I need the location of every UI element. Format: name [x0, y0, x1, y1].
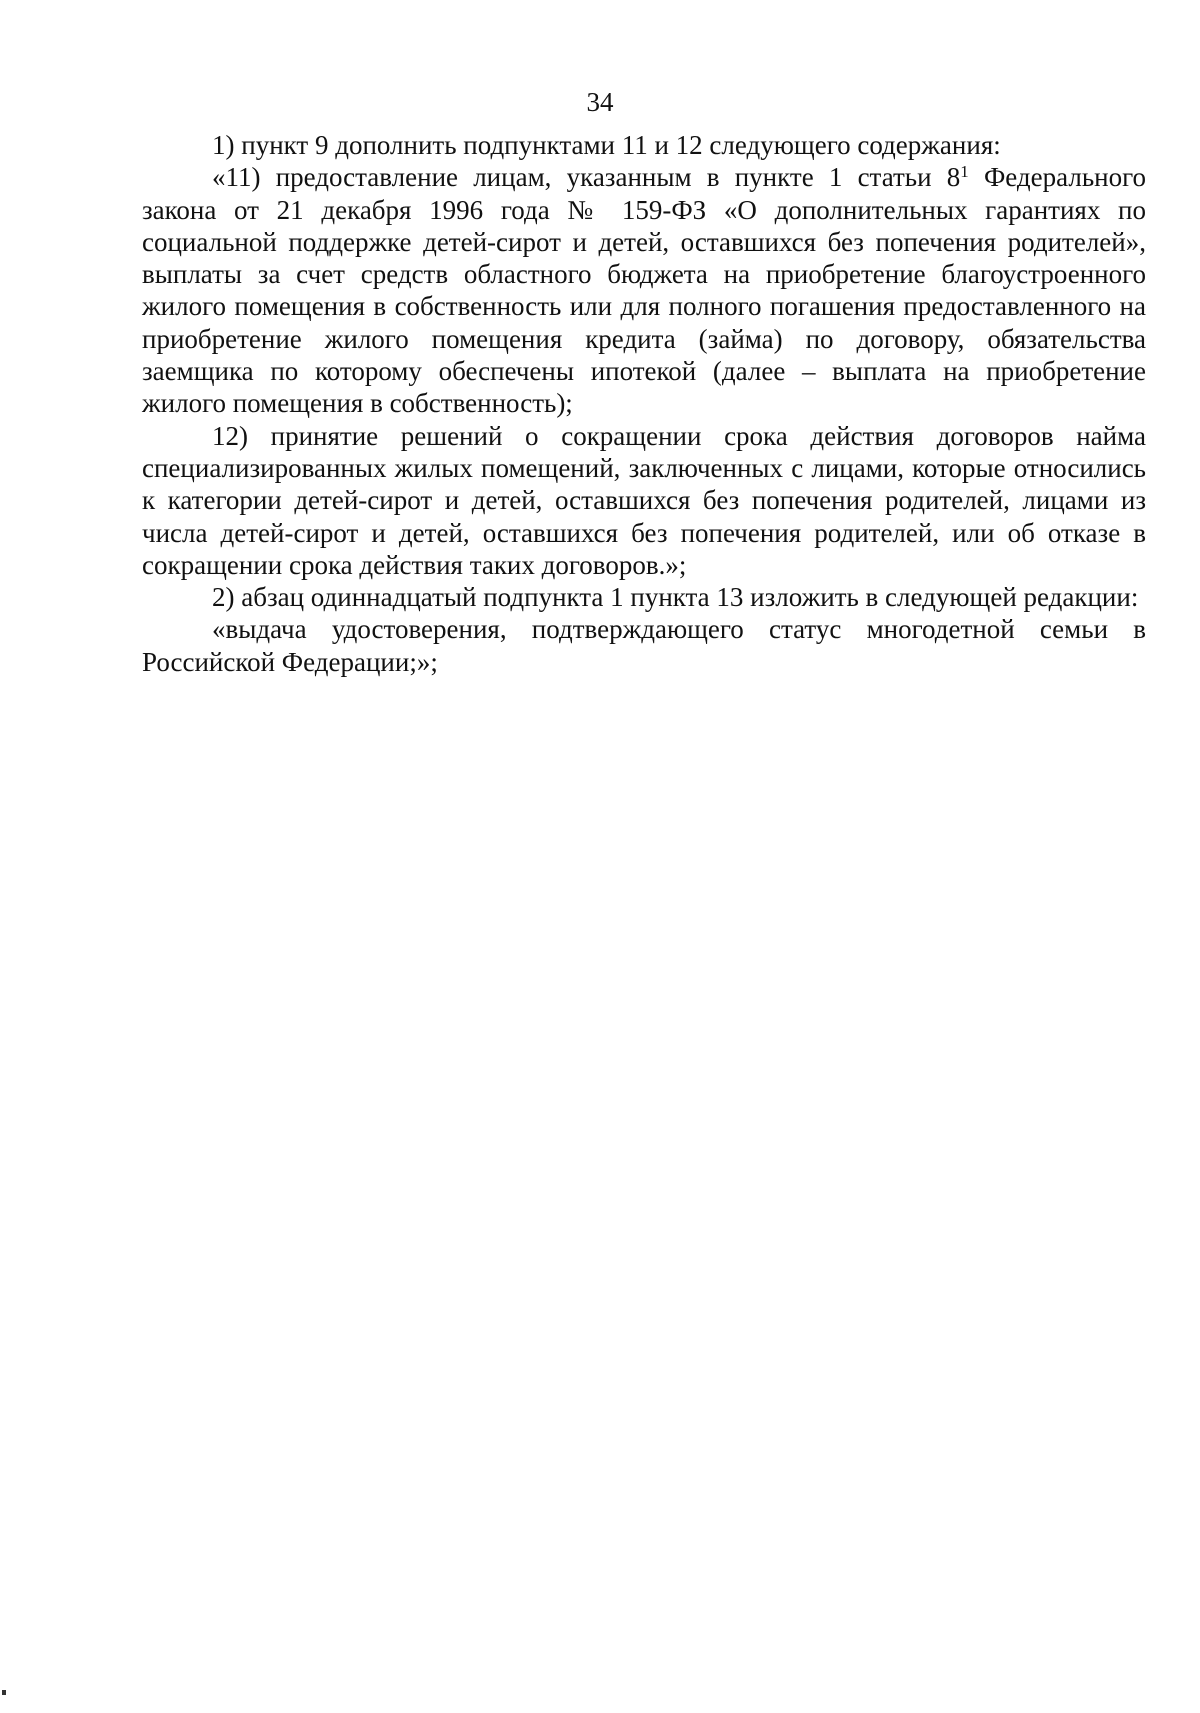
paragraph-text: 1) пункт 9 дополнить подпунктами 11 и 12 следующего содержания:: [212, 130, 1001, 160]
scan-artifact-mark: [2, 1690, 6, 1695]
paragraph-text: «11) предоставление лицам, указанным в пункте 1 статьи 8: [212, 162, 961, 193]
paragraph: [142, 129, 1146, 161]
paragraph: [142, 161, 1146, 419]
paragraph-text: «выдача удостоверения, подтверждающего статус многодетной семьи в Российской Федерации;»;: [142, 614, 1146, 677]
document-body: [142, 129, 1146, 678]
paragraph: [142, 613, 1146, 678]
paragraph: [142, 581, 1146, 613]
page-number: 34: [586, 87, 614, 117]
paragraph-text: 2) абзац одиннадцатый подпункта 1 пункта 13 изложить в следующей редакции:: [212, 582, 1139, 613]
superscript-text: 1: [960, 162, 969, 182]
paragraph-text: Федерального закона от 21 декабря 1996 года № 159-ФЗ «О дополнительных гарантиях по социальной поддержке детей-сирот и детей, оставшихся без попечения родителей», выплаты за счет средств областного бюджета на приобретение благоустроенного жилого помещения в собственность или для полного погашения предоставленного на приобретение жилого помещения кредита (займа) по договору, обязательства заемщика по которому обеспечены ипотекой (далее – выплата на приобретение жилого помещения в собственность);: [142, 162, 1146, 419]
paragraph: [142, 420, 1146, 581]
paragraph-text: 12) принятие решений о сокращении срока действия договоров найма специализированных жилых помещений, заключенных с лицами, которые относились к категории детей-сирот и детей, оставшихся без попечения родителей, лицами из числа детей-сирот и детей, оставшихся без попечения родителей, или об отказе в сокращении срока действия таких договоров.»;: [142, 420, 1146, 580]
